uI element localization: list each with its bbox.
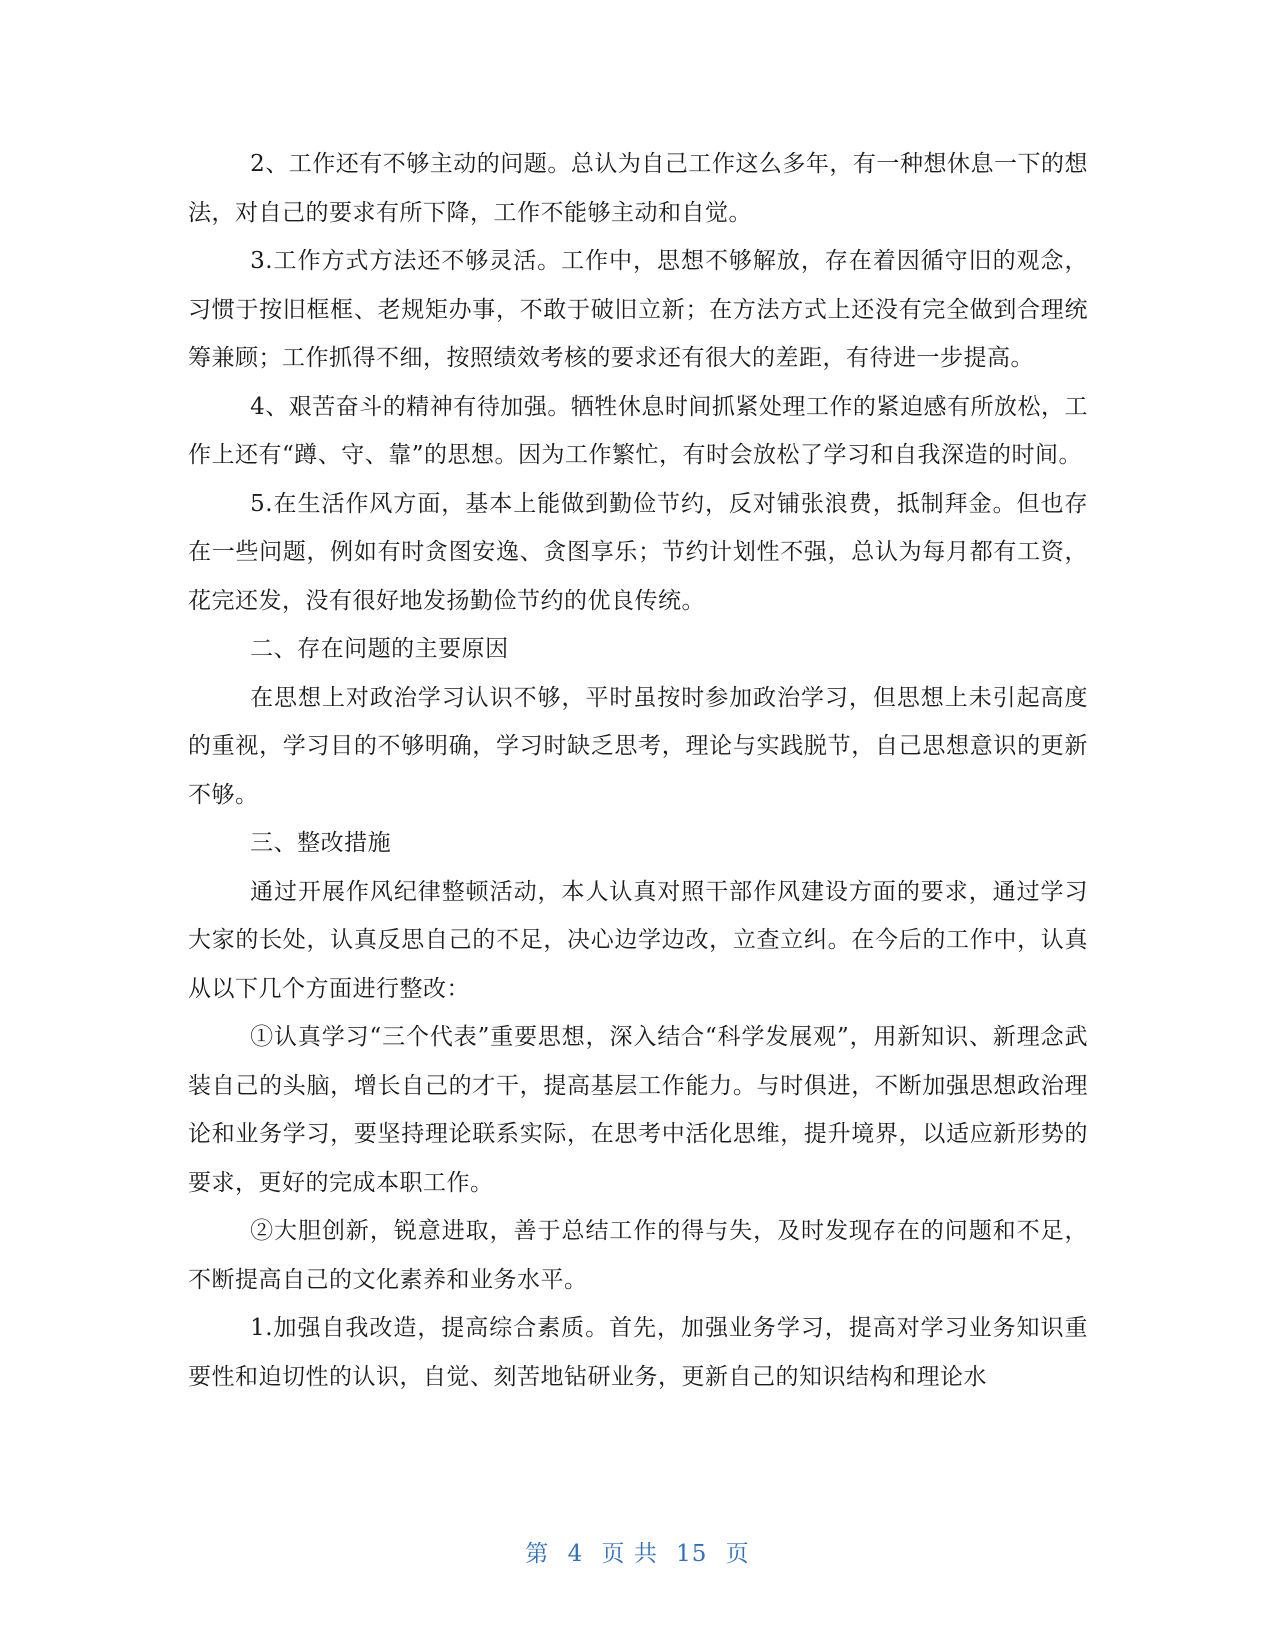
paragraph-measure-self-improvement: 1.加强自我改造，提高综合素质。首先，加强业务学习，提高对学习业务知识重要性和迫切性的认识，自觉、刻苦地钻研业务，更新自己的知识结构和理论水 bbox=[188, 1315, 1088, 1390]
paragraph-item-5: 5.在生活作风方面，基本上能做到勤俭节约，反对铺张浪费，抵制拜金。但也存在一些问题，例如有时贪图安逸、贪图享乐；节约计划性不强，总认为每月都有工资，花完还发，没有很好地发扬勤俭节约的优良传统。 bbox=[188, 490, 1088, 614]
footer-suffix: 页 bbox=[725, 1541, 750, 1567]
section-heading-causes: 二、存在问题的主要原因 bbox=[250, 636, 509, 662]
paragraph-item-2: 2、工作还有不够主动的问题。总认为自己工作这么多年，有一种想休息一下的想法，对自己的要求有所下降，工作不能够主动和自觉。 bbox=[188, 151, 1088, 226]
paragraph-measure-2: ②大胆创新，锐意进取，善于总结工作的得与失，及时发现存在的问题和不足，不断提高自己的文化素养和业务水平。 bbox=[188, 1218, 1088, 1293]
footer-middle: 页 共 bbox=[601, 1541, 658, 1567]
paragraph-item-3: 3.工作方式方法还不够灵活。工作中，思想不够解放，存在着因循守旧的观念，习惯于按旧框框、老规矩办事，不敢于破旧立新；在方法方式上还没有完全做到合理统筹兼顾；工作抓得不细，按照绩效考核的要求还有很大的差距，有待进一步提高。 bbox=[188, 248, 1088, 371]
section-heading-measures: 三、整改措施 bbox=[250, 830, 392, 856]
paragraph-measure-1: ①认真学习“三个代表”重要思想，深入结合“科学发展观”，用新知识、新理念武装自己的头脑，增长自己的才干，提高基层工作能力。与时俱进，不断加强思想政治理论和业务学习，要坚持理论联系实际，在思考中活化思维，提升境界，以适应新形势的要求，更好的完成本职工作。 bbox=[188, 1024, 1088, 1196]
paragraph-causes: 在思想上对政治学习认识不够，平时虽按时参加政治学习，但思想上未引起高度的重视，学习目的不够明确，学习时缺乏思考，理论与实践脱节，自己思想意识的更新不够。 bbox=[188, 684, 1088, 808]
total-page-count: 15 bbox=[676, 1541, 708, 1567]
paragraph-measures-intro: 通过开展作风纪律整顿活动，本人认真对照干部作风建设方面的要求，通过学习大家的长处，认真反思自己的不足，决心边学边改，立查立纠。在今后的工作中，认真从以下几个方面进行整改： bbox=[188, 878, 1088, 1002]
paragraph-item-4: 4、艰苦奋斗的精神有待加强。牺牲休息时间抓紧处理工作的紧迫感有所放松，工作上还有“蹲、守、靠”的思想。因为工作繁忙，有时会放松了学习和自我深造的时间。 bbox=[188, 393, 1088, 468]
page-footer bbox=[0, 1535, 1275, 1568]
document-body bbox=[188, 140, 1088, 1401]
current-page-number: 4 bbox=[567, 1541, 584, 1567]
footer-prefix: 第 bbox=[525, 1541, 550, 1567]
